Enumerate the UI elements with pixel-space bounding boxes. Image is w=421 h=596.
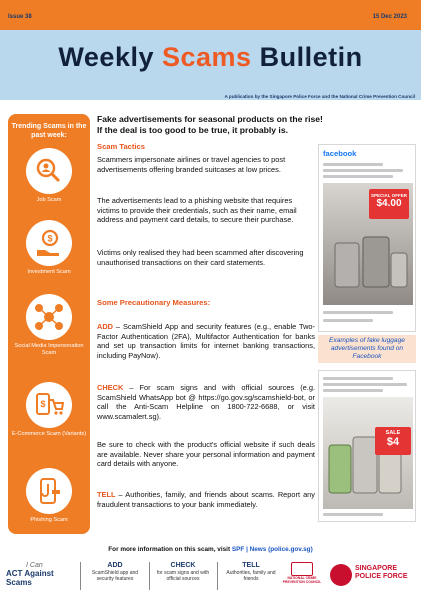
tactic-paragraph-2: The advertisements lead to a phishing website that requires victims to provide their credentials, such as their name, email address and payment card details, to secure their purchase. <box>97 196 297 225</box>
sidebar-item-label: Social Media Impersonation Scam <box>14 343 84 356</box>
shopping-cart-icon <box>26 382 72 428</box>
sidebar-item-label: Job Scam <box>36 197 62 203</box>
sidebar-item-investment-scam <box>8 220 90 276</box>
check-lead: CHECK <box>97 383 124 392</box>
sale-sticker: SALE $4 <box>375 427 411 455</box>
headline-line-2: If the deal is too good to be true, it probably is. <box>97 125 288 135</box>
check-note: Be sure to check with the product's official website if such deals are available. Never share your personal information and payment card details with anyone. <box>97 440 315 469</box>
luggage-photo-2 <box>323 397 413 509</box>
bulletin-title: Weekly Scams Bulletin <box>58 42 363 72</box>
footer <box>0 556 421 596</box>
top-bar <box>0 0 421 30</box>
footer-add: ADD ScamShield app and security features <box>91 562 139 582</box>
luggage-photo <box>323 183 413 305</box>
title-band <box>0 30 421 100</box>
scam-tactics-heading: Scam Tactics <box>97 142 145 151</box>
sidebar-heading: Trending Scams in the past week: <box>11 123 87 139</box>
job-search-icon <box>26 148 72 194</box>
ncpc-logo: NATIONAL CRIME PREVENTION COUNCIL <box>282 562 322 588</box>
facebook-logo: facebook <box>323 149 357 158</box>
publisher-note: A publication by the Singapore Police Force and the National Crime Prevention Council <box>224 94 415 99</box>
tactic-paragraph-3: Victims only realised they had been scammed after discovering unauthorised transactions on their card statements. <box>97 248 304 267</box>
issue-date: 15 Dec 2023 <box>372 14 407 20</box>
measures-heading: Some Precautionary Measures: <box>97 298 211 307</box>
spf-news-link[interactable]: SPF | News (police.gov.sg) <box>231 546 313 553</box>
sidebar-item-label: Phishing Scam <box>30 517 68 523</box>
add-lead: ADD <box>97 322 114 331</box>
headline <box>97 114 417 136</box>
social-media-icon <box>26 294 72 340</box>
act-against-scams-logo: I Can ACT Against Scams <box>6 562 54 587</box>
trending-scams-sidebar <box>8 114 90 534</box>
money-hand-icon <box>26 220 72 266</box>
sidebar-item-social-media-scam <box>8 294 90 357</box>
add-measure: ADD – ScamShield App and security features (e.g., enable Two-Factor Authentication (2FA), Multifactor Authentication for banks and set up transaction limits for internet banking transactions, including PayNow). <box>97 322 315 360</box>
headline-line-1: Fake advertisements for seasonal products on the rise! <box>97 114 323 124</box>
svg-text:$: $ <box>47 233 53 244</box>
sidebar-item-phishing-scam <box>8 468 90 524</box>
spf-logo: SINGAPORE POLICE FORCE <box>330 562 420 590</box>
tell-measure: TELL – Authorities, family, and friends about scams. Report any fraudulent transactions to your bank immediately. <box>97 490 315 509</box>
footer-tell: TELL Authorities, family and friends <box>226 562 276 582</box>
images-caption: Examples of fake luggage advertisements found on Facebook <box>318 335 416 363</box>
phishing-hook-icon <box>26 468 72 514</box>
sidebar-item-label: E-Commerce Scam (Variants) <box>11 431 87 437</box>
issue-number: Issue 38 <box>8 14 32 20</box>
tactic-paragraph-1: Scammers impersonate airlines or travel agencies to post advertisements offering branded suitcases at low prices. <box>97 155 286 174</box>
footer-check: CHECK for scam signs and with official sources <box>156 562 210 582</box>
check-measure: CHECK – For scam signs and with official sources (e.g. ScamShield WhatsApp bot @ https://go.gov.sg/scamshield-bot, or call the Anti-Scam Helpline on 1800-722-6688, or visit www.scamalert.sg). <box>97 383 315 421</box>
fake-ad-screenshot-2 <box>318 370 416 522</box>
police-crest-icon <box>330 564 352 586</box>
sidebar-item-job-scam <box>8 148 90 204</box>
svg-text:$: $ <box>40 399 46 409</box>
special-offer-sticker: SPECIAL OFFER $4.00 <box>369 189 409 219</box>
more-info-line: For more information on this scam, visit SPF | News (police.gov.sg) <box>108 546 313 553</box>
sidebar-item-ecommerce-scam <box>8 382 90 438</box>
tell-lead: TELL <box>97 490 116 499</box>
fake-ad-screenshot-1 <box>318 144 416 332</box>
sidebar-item-label: Investment Scam <box>27 269 71 275</box>
